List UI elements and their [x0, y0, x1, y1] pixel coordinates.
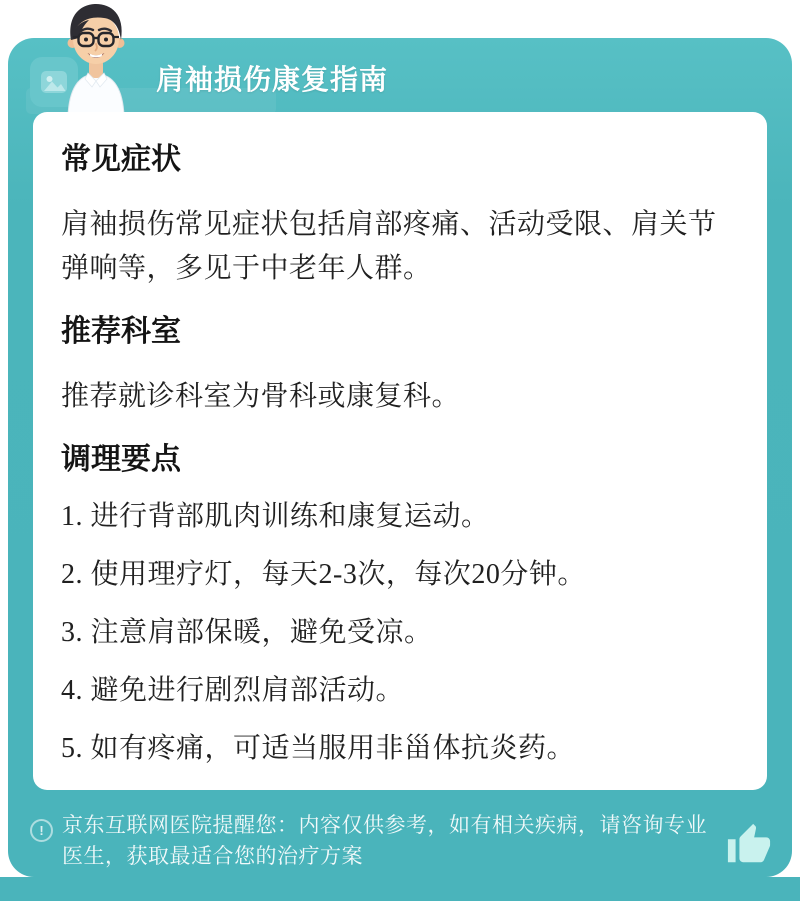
thumbs-up-icon [726, 822, 772, 868]
info-icon: ! [30, 819, 53, 842]
doctor-avatar [56, 2, 136, 116]
section-heading-care-points: 调理要点 [61, 443, 181, 476]
list-item-5 [61, 728, 739, 770]
section-body-recommended-department: 推荐就诊科室为骨科或康复科。 [61, 380, 461, 411]
list-text: 如有疼痛，可适当服用非甾体抗炎药。 [90, 733, 576, 764]
care-points-list [61, 496, 739, 770]
background-strip [0, 877, 800, 901]
list-item-4 [61, 670, 739, 712]
disclaimer-footer [30, 810, 772, 872]
section-heading-recommended-department: 推荐科室 [61, 315, 181, 348]
section-heading-common-symptoms: 常见症状 [61, 143, 181, 176]
section-body-common-symptoms: 肩袖损伤常见症状包括肩部疼痛、活动受限、肩关节弹响等，多见于中老年人群。 [61, 208, 717, 283]
section-common-symptoms [61, 140, 739, 290]
list-item-2 [61, 554, 739, 596]
list-number: 3. [61, 617, 83, 648]
list-item-1 [61, 496, 739, 538]
content-card [33, 112, 767, 790]
list-number: 2. [61, 559, 83, 590]
list-text: 使用理疗灯，每天2-3次，每次20分钟。 [90, 559, 586, 590]
list-item-3 [61, 612, 739, 654]
doctor-avatar-image [56, 2, 136, 116]
list-text: 注意肩部保暖，避免受凉。 [90, 617, 433, 648]
list-number: 1. [61, 501, 83, 532]
list-text: 避免进行剧烈肩部活动。 [90, 675, 405, 706]
list-number: 5. [61, 733, 83, 764]
section-recommended-department [61, 312, 739, 418]
list-number: 4. [61, 675, 83, 706]
list-text: 进行背部肌肉训练和康复运动。 [90, 501, 490, 532]
page-title: 肩袖损伤康复指南 [156, 64, 389, 95]
section-care-points [61, 440, 739, 770]
disclaimer-text: 京东互联网医院提醒您：内容仅供参考，如有相关疾病，请咨询专业医生，获取最适合您的治疗方案 [62, 814, 707, 868]
thumbs-up-button[interactable] [726, 822, 772, 868]
